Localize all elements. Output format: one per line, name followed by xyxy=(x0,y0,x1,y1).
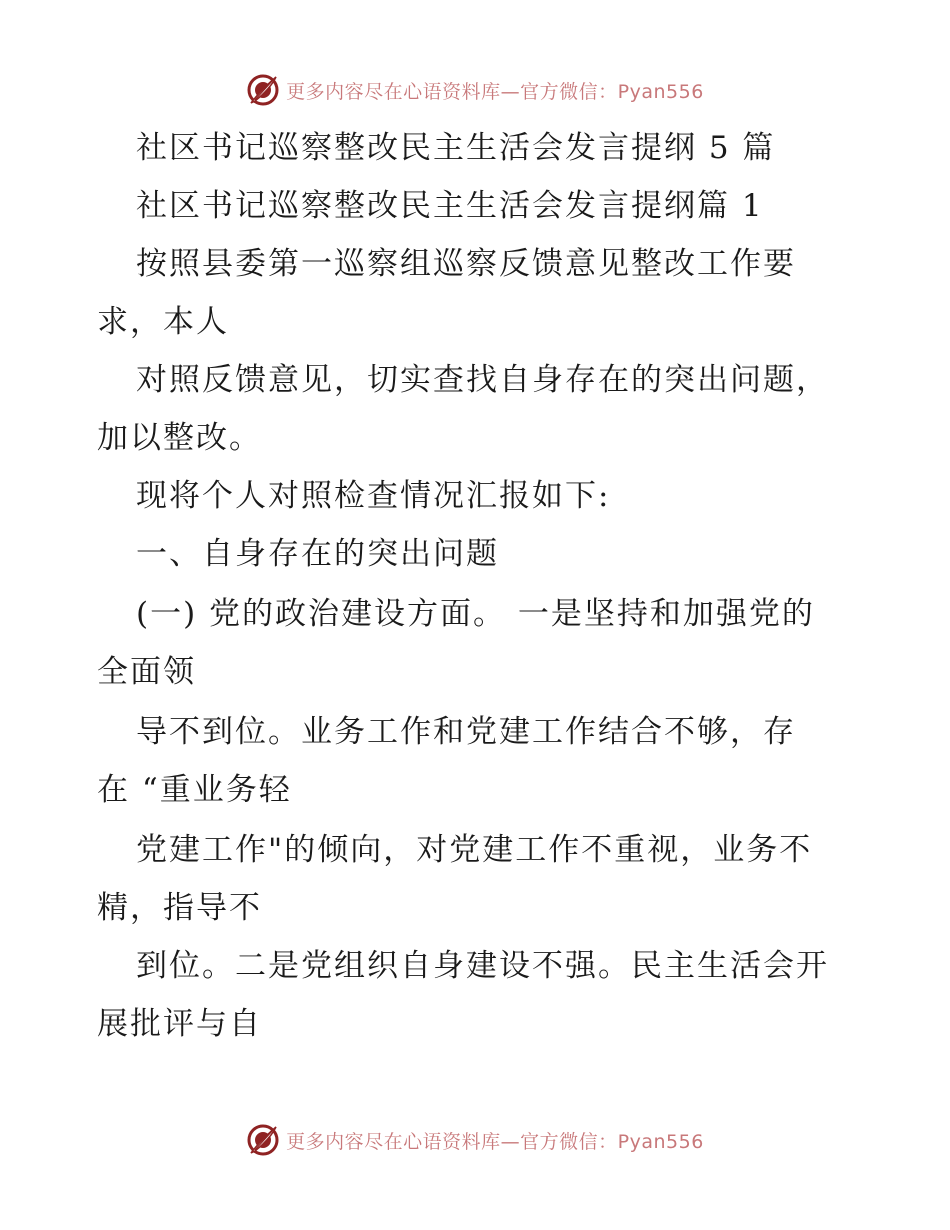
section-heading: 社区书记巡察整改民主生活会发言提纲篇 1 xyxy=(136,188,764,224)
paragraph-line: 对照反馈意见，切实查找自身存在的突出问题， xyxy=(136,362,829,398)
feather-seal-logo-icon xyxy=(246,1123,280,1157)
subsection-heading: 一、自身存在的突出问题 xyxy=(136,536,499,572)
watermark-text: 更多内容尽在心语资料库—官方微信：Pyan556 xyxy=(286,1130,704,1153)
document-title: 社区书记巡察整改民主生活会发言提纲 5 篇 xyxy=(136,130,776,166)
paragraph-line: 按照县委第一巡察组巡察反馈意见整改工作要 xyxy=(136,246,796,282)
paragraph-line: 加以整改。 xyxy=(97,420,262,456)
paragraph-line: 展批评与自 xyxy=(97,1006,262,1042)
paragraph-line: 在 “重业务轻 xyxy=(97,772,292,808)
header-watermark xyxy=(0,70,950,110)
paragraph-line: 全面领 xyxy=(97,654,196,690)
paragraph-line: 导不到位。业务工作和党建工作结合不够，存 xyxy=(136,714,796,750)
paragraph-line: 党建工作"的倾向，对党建工作不重视，业务不 xyxy=(136,832,813,868)
footer-watermark xyxy=(0,1120,950,1160)
watermark-text: 更多内容尽在心语资料库—官方微信：Pyan556 xyxy=(286,80,704,103)
feather-seal-logo-icon xyxy=(246,73,280,107)
paragraph-line: (一) 党的政治建设方面。 一是坚持和加强党的 xyxy=(136,596,815,632)
paragraph-line: 现将个人对照检查情况汇报如下: xyxy=(136,478,611,514)
paragraph-line: 到位。二是党组织自身建设不强。民主生活会开 xyxy=(136,948,829,984)
paragraph-line: 精，指导不 xyxy=(97,890,262,926)
paragraph-line: 求，本人 xyxy=(97,304,229,340)
